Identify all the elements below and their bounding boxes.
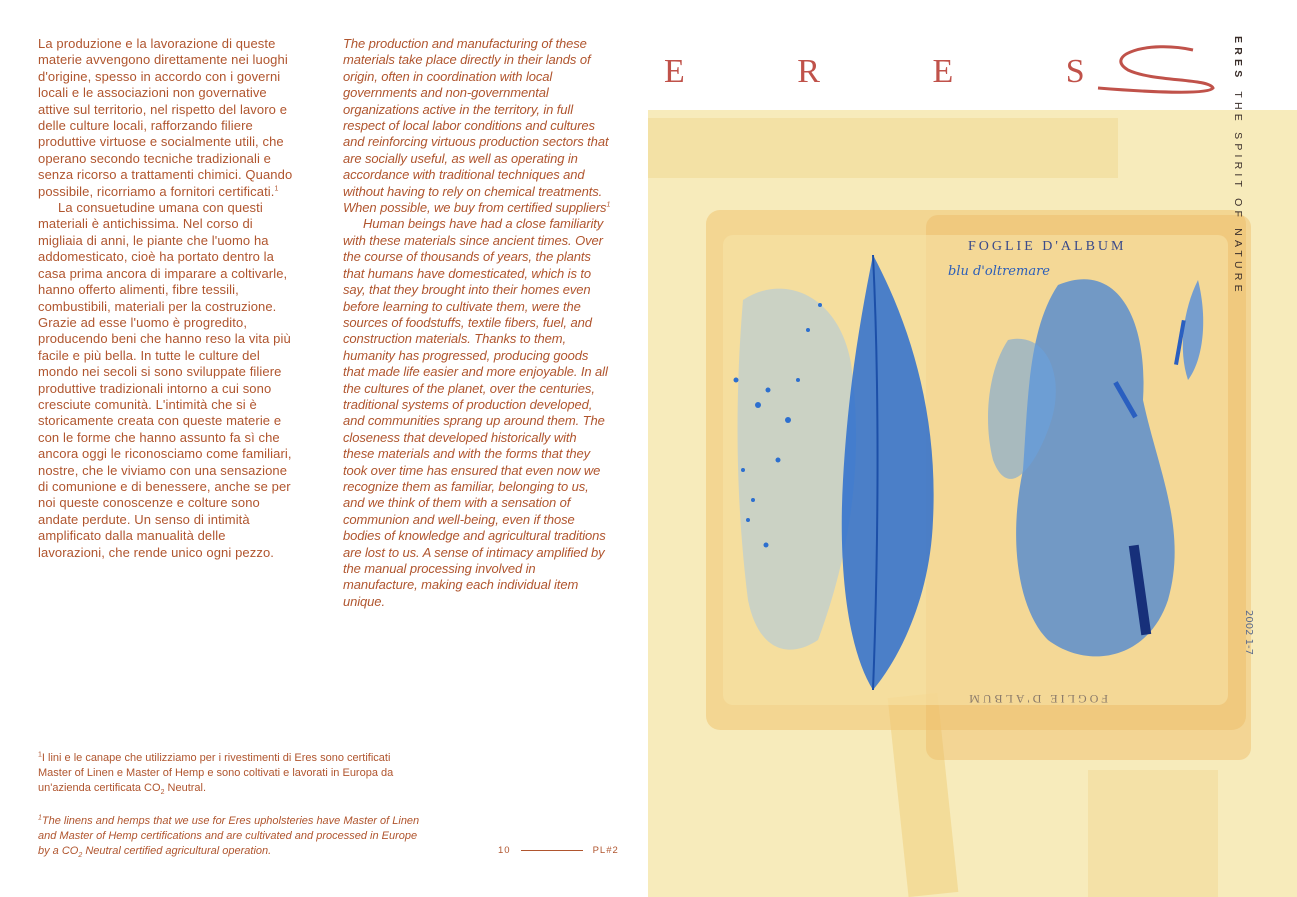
italian-column [38, 36, 296, 561]
tape-strip-top [648, 118, 1118, 178]
side-title-subtitle: THE SPIRIT OF NATURE [1232, 91, 1244, 296]
footnote-ref[interactable]: 1 [274, 185, 279, 193]
english-paragraph-2: Human beings have had a close familiarity with these materials since ancient times. Over the course of thousands of years, the plants that humans have domesticated, which is to say, that they brought into their homes even before learning to cultivate them, were the sources of foodstuffs, textile fibers, fuel, and construction materials. Thanks to them, humanity has progressed, producing goods that made life easier and more enjoyable. In all the cultures of the planet, over the centuries, traditional systems of production developed, and communities sprang up around them. The closeness that developed historically with these materials and with the forms that they took over time has ensured that even now we recognize them as familiar, belonging to us, and we think of them with a sensation of communion and well-being, even if those bodies of knowledge and agricultural traditions are lost to us. A sense of intimacy amplified by the manual processing involved in manufacture, making each individual item unique. [343, 216, 608, 609]
tape-strip-corner [1088, 770, 1218, 897]
album-label-bottom: FOGLIE D'ALBUM [966, 692, 1108, 706]
handwriting-date: 2002 1-7 [1243, 610, 1254, 655]
english-paragraph-1: The production and manufacturing of these materials take place directly in their lands of origin, often in coordination with local governments and non-governmental organizations active in the territory, in full respect of local labor conditions and cultures and reinforcing virtuous production sectors that are socially useful, as well as operating in accordance with traditional techniques and without having to rely on chemical treatments. When possible, we buy from certified suppliers$^1$ [343, 36, 611, 216]
footnote-english: $^1$The linens and hemps that we use for Eres upholsteries have Master of Linen and Master of Hemp certifications and are cultivated and processed in Europe by a $CO_2$ Neutral certified agricultural operation. [38, 814, 420, 860]
side-title [1232, 36, 1244, 296]
artwork-heading: E R E S [664, 53, 1137, 90]
folio-rule [521, 850, 583, 851]
side-title-brand: ERES [1232, 36, 1244, 82]
page-folio [498, 845, 619, 856]
issue-label: PL#2 [592, 845, 619, 856]
english-column [343, 36, 611, 610]
italian-paragraph-2: La consuetudine umana con questi materiali è antichissima. Nel corso di migliaia di anni, le piante che l'uomo ha addomesticato, cioè ha portato dentro la casa prima ancora di imparare a coltivarle, hanno offerto alimenti, fibre tessili, combustibili, materiali per la costruzione. Grazie ad esse l'uomo è progredito, producendo beni che hanno reso la vita più facile e più bella. In tutte le culture del mondo nei secoli si sono sviluppate filiere produttive tradizionali intorno a cui sono cresciute comunità. L'intimità che si è storicamente creata con queste materie e con le forme che hanno assunto fa sì che ancora oggi le riconosciamo come familiari, nostre, che le viviamo con una sensazione di comunione e di benessere, anche se per noi queste conoscenze e colture sono andate perdute. Un senso di intimità amplificato dalla manualità delle lavorazioni, che rende unico ogni pezzo. [38, 200, 292, 560]
album-label-top: FOGLIE D'ALBUM [968, 239, 1127, 254]
footnote-italian: $^1$I lini e le canape che utilizziamo per i rivestimenti di Eres sono certificati Master of Linen e Master of Hemp e sono coltivati e lavorati in Europa da un'azienda certificata $CO_2$ Neutral. [38, 751, 394, 797]
page-number: 10 [498, 845, 511, 856]
footnote-ref[interactable]: 1 [606, 201, 611, 209]
artwork-illustration [648, 0, 1297, 897]
handwriting-blue: blu d'oltremare [948, 264, 1050, 279]
watercolor-artwork [648, 0, 1297, 897]
italian-paragraph-1: La produzione e la lavorazione di queste materie avvengono direttamente nei luoghi d'origine, spesso in accordo con i governi locali e le associazioni non governative attive sul territorio, nel rispetto del lavoro e delle culture locali, rafforzando filiere produttive virtuose e socialmente utili, che operano secondo tecniche tradizionali e senza ricorso a trattamenti chimici. Quando possibile, ricorriamo a fornitori certificati.$^1$ [38, 36, 293, 199]
